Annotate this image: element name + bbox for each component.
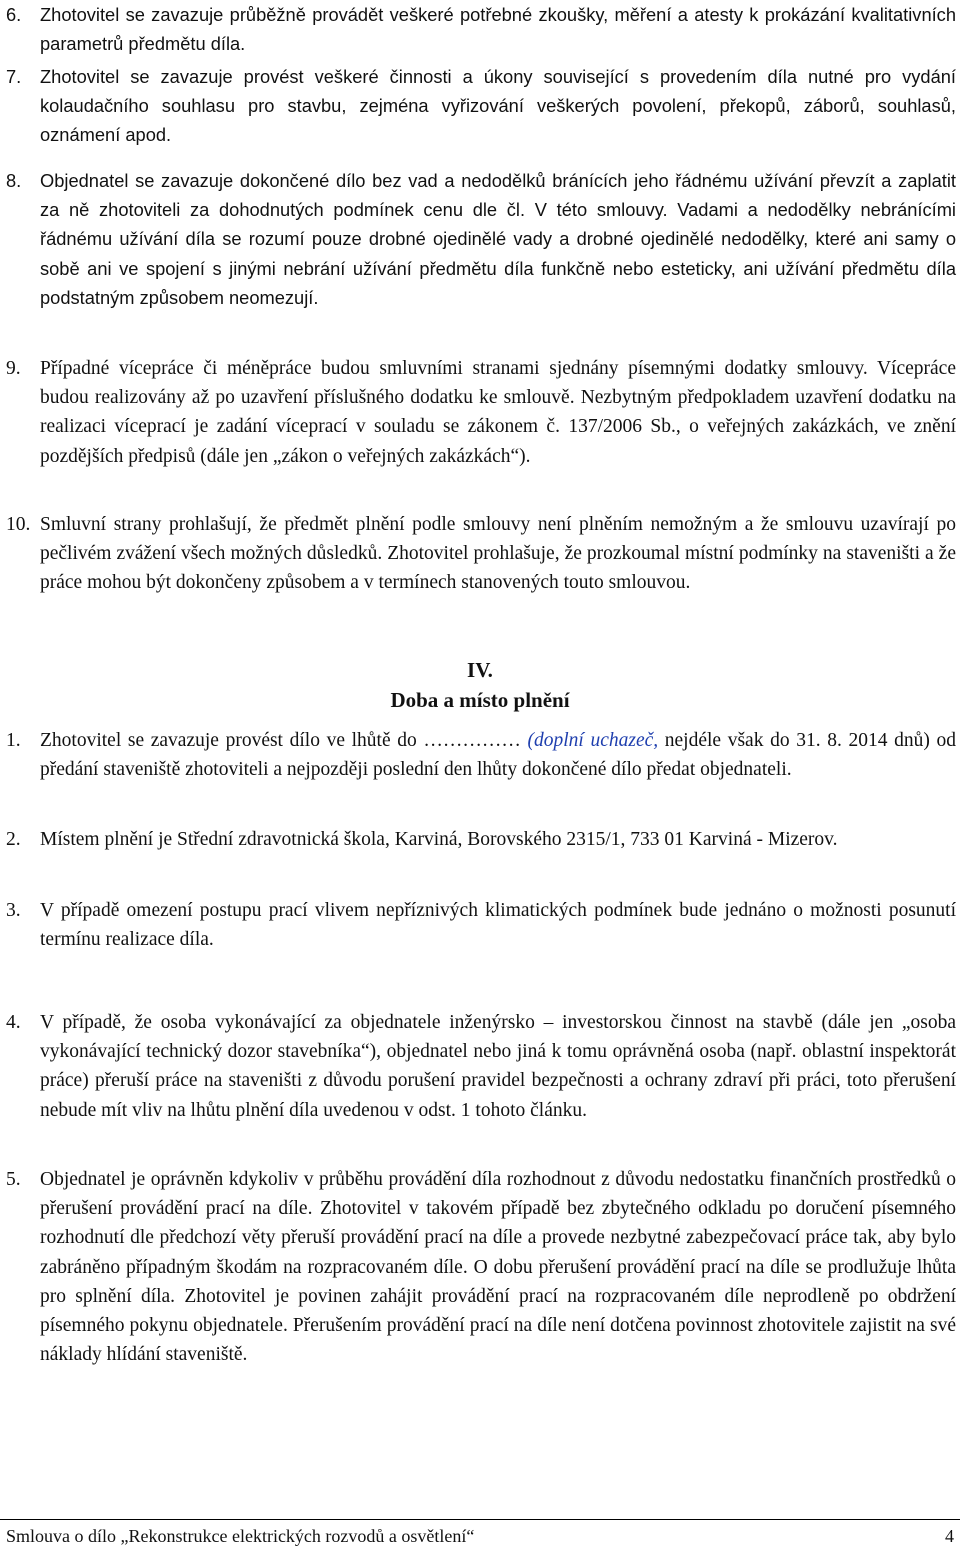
clause-number: 7. (6, 66, 22, 87)
clause-text: Zhotovitel se zavazuje průběžně provádět veškeré potřebné zkoušky, měření a atesty k prokázání kvalitativních parametrů předmětu díla. (40, 4, 956, 55)
clause-text: Objednatel se zavazuje dokončené dílo bez vad a nedodělků bránících jeho řádnému užívání převzít a zaplatit za ně zhotoviteli za dohodnutých podmínek cenu dle čl. V této smlouvy. Vadami a nedodělky nebránícími řádnému užívání díla se rozumí pouze drobné ojedinělé vady a drobné ojedinělé nedodělky, které ani samy o sobě ani ve spojení s jinými nebrání užívání předmětu díla funkčně nebo esteticky, ani užívání předmětu díla podstatným způsobem neomezují. (40, 170, 956, 308)
clause-number: 1. (6, 730, 21, 751)
clause-text: Místem plnění je Střední zdravotnická škola, Karviná, Borovského 2315/1, 733 01 Karviná - Mizerov. (40, 829, 838, 850)
section-number: IV. (467, 658, 493, 682)
clause-number: 9. (6, 358, 21, 379)
clause-text: V případě omezení postupu prací vlivem nepříznivých klimatických podmínek bude jednáno o možnosti posunutí termínu realizace díla. (40, 900, 956, 951)
clause-number: 5. (6, 1169, 21, 1190)
section-clause-5 (6, 1165, 956, 1369)
clause-8 (6, 166, 956, 312)
clause-text: Případné vícepráce či méněpráce budou smluvními stranami sjednány písemnými dodatky smlouvy. Vícepráce budou realizovány až po uzavření příslušného dodatku ke smlouvě. Nezbytným předpokladem uzavření dodatku na realizaci víceprací je zadání víceprací v souladu se zákonem č. 137/2006 Sb., o veřejných zakázkách, ve znění pozdějších předpisů (dále jen „zákon o veřejných zakázkách“). (40, 358, 956, 467)
clause-text: Smluvní strany prohlašují, že předmět plnění podle smlouvy není plněním nemožným a že smlouvu uzavírají po pečlivém zvážení všech možných důsledků. Zhotovitel prohlašuje, že prozkoumal místní podmínky na staveništi a že práce mohou být dokončeny způsobem a v termínech stanovených touto smlouvou. (40, 514, 956, 594)
clause-10 (6, 510, 956, 598)
clause-number: 2. (6, 829, 21, 850)
section-clause-3 (6, 896, 956, 954)
clause-number: 3. (6, 900, 21, 921)
clause-number: 10. (6, 514, 31, 535)
clause-number: 8. (6, 170, 22, 191)
clause-text: Objednatel je oprávněn kdykoliv v průběhu provádění díla rozhodnout z důvodu nedostatku finančních prostředků o přerušení provádění prací na díle. Zhotovitel v takovém případě bez zbytečného odkladu po doručení písemného rozhodnutí dle předchozí věty přeruší provádění prací na díle a provede nezbytné zabezpečovací práce tak, aby bylo zabráněno případným škodám na rozpracovaném díle. O dobu přerušení provádění prací na díle se prodlužuje lhůta pro splnění díla. Zhotovitel je povinen zahájit provádění prací na rozpracovaném díle neprodleně po obdržení písemného pokynu objednatele. Přerušením provádění prací na díle není dotčena povinnost zhotovitele zajistit na své náklady hlídání staveniště. (40, 1169, 956, 1366)
clause-text: Zhotovitel se zavazuje provést veškeré činnosti a úkony související s provedením díla nutné pro vydání kolaudačního souhlasu pro stavbu, zejména vyřizování veškerých povolení, překopů, záborů, souhlasů, oznámení apod. (40, 66, 956, 146)
clause-number: 4. (6, 1012, 21, 1033)
clause-number: 6. (6, 4, 22, 25)
clause-text (40, 726, 956, 784)
section-clause-4 (6, 1008, 956, 1125)
clause-text-b: nejdéle však do 31. 8. 2014 dnů) od předání staveniště zhotoviteli a nejpozději poslední den lhůty dokončené dílo předat objednateli. (40, 730, 956, 781)
footer-page-number: 4 (945, 1526, 954, 1546)
bidder-fill-note: (doplní uchazeč, (527, 730, 659, 751)
clause-7 (6, 62, 956, 150)
clause-9 (6, 354, 956, 471)
clause-text: V případě, že osoba vykonávající za objednatele inženýrsko – investorskou činnost na stavbě (dále jen „osoba vykonávající technický dozor stavebníka“), objednatel nebo jiná k tomu oprávněná osoba (např. oblastní inspektorát práce) přeruší práce na staveništi z důvodu porušení pravidel bezpečnosti a ochrany zdraví při práci, toto přerušení nebude mít vliv na lhůtu plnění díla uvedenou v odst. 1 tohoto článku. (40, 1012, 956, 1121)
section-title: Doba a místo plnění (390, 688, 570, 712)
clause-text-a: Zhotovitel se zavazuje provést dílo ve lhůtě do …………… (40, 730, 528, 751)
section-clause-1 (6, 726, 956, 784)
footer-document-title: Smlouva o dílo „Rekonstrukce elektrických rozvodů a osvětlení“ (6, 1526, 475, 1546)
section-clause-2 (6, 825, 956, 854)
footer-divider (0, 1519, 960, 1520)
clause-6 (6, 0, 956, 58)
